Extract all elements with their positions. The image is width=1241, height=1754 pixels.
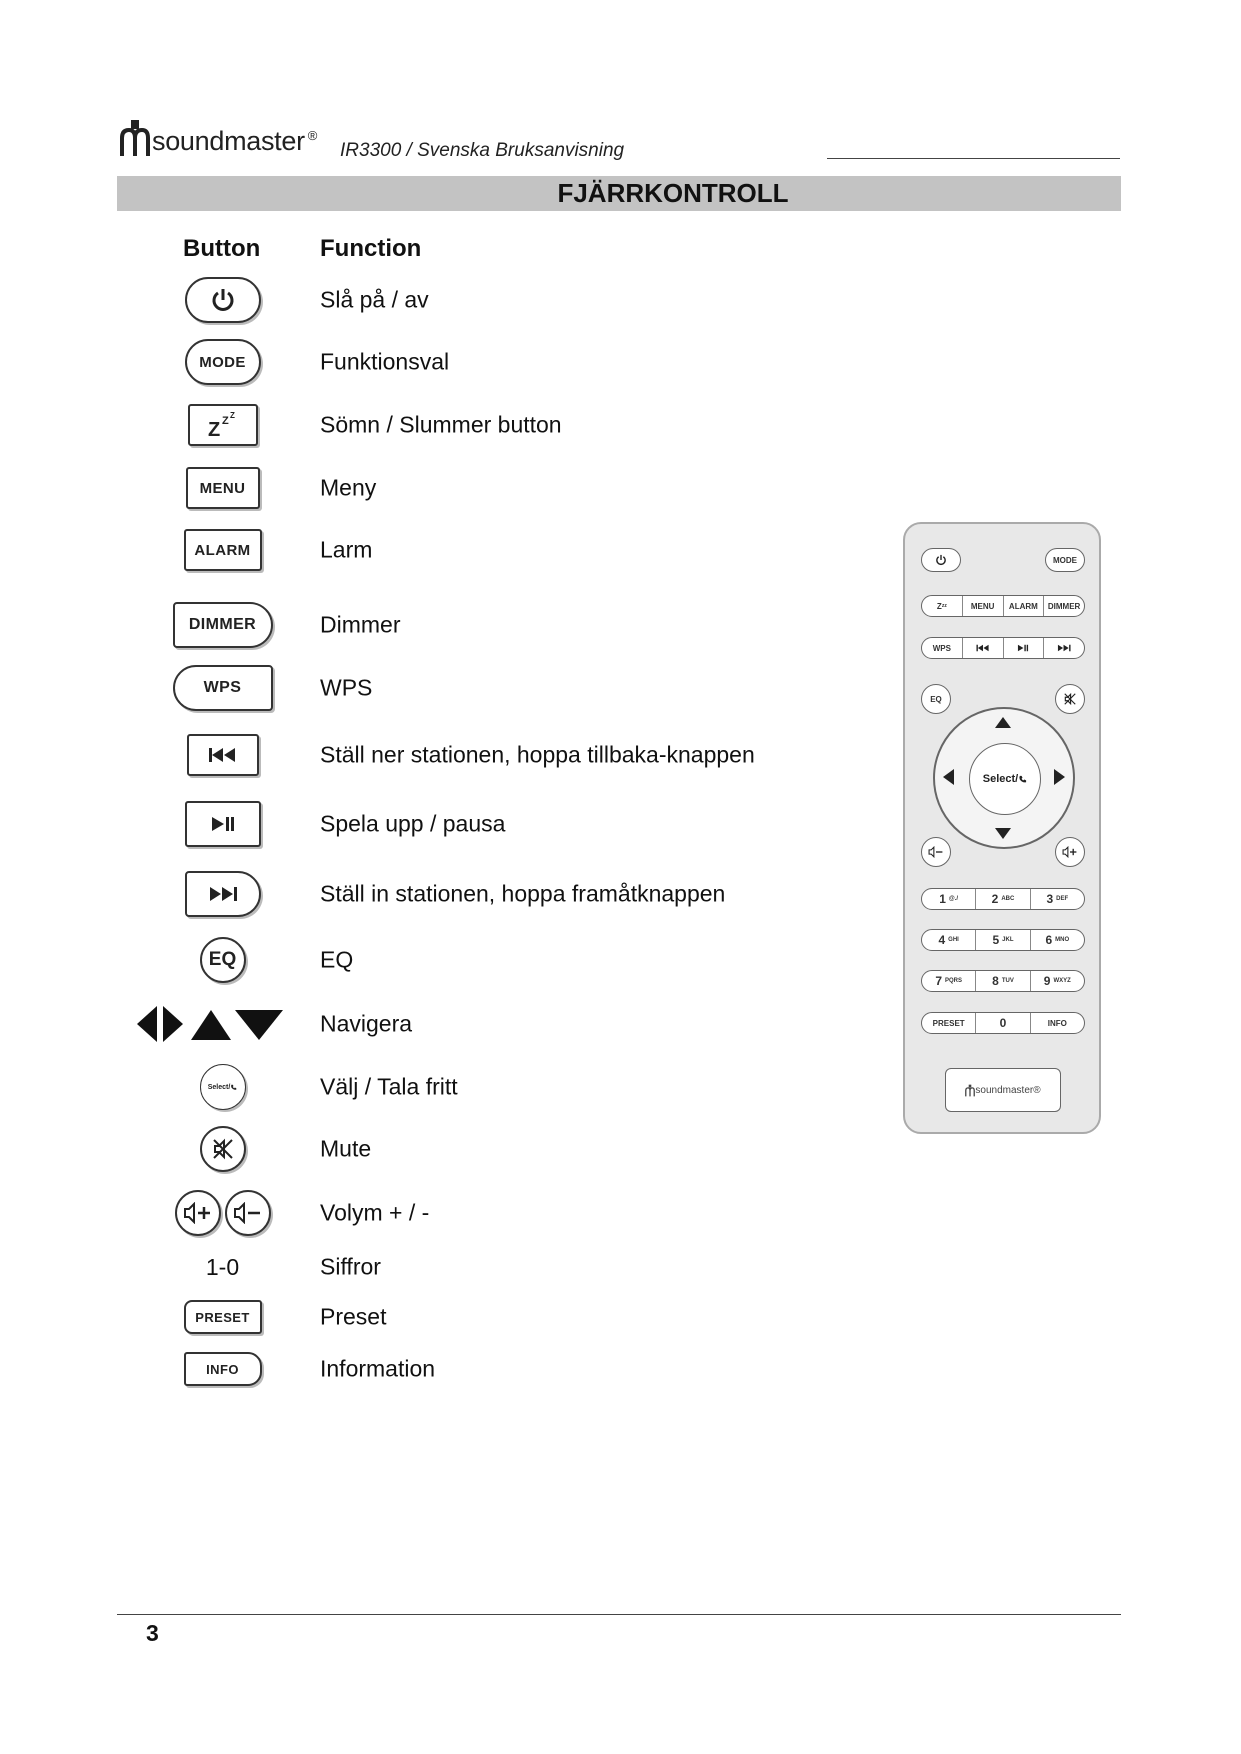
soundmaster-logo-icon	[965, 1084, 975, 1097]
remote-zero-key: 0	[975, 1013, 1029, 1033]
volume-up-icon	[183, 1202, 213, 1224]
power-button	[185, 277, 261, 323]
remote-navigation-ring	[933, 707, 1075, 849]
volume-down-button	[225, 1190, 271, 1236]
left-arrow-icon	[943, 769, 954, 785]
remote-logo-plate	[945, 1068, 1061, 1112]
remote-mute-key	[1055, 684, 1085, 714]
up-arrow-icon	[995, 717, 1011, 728]
key-cell	[150, 1185, 295, 1241]
remote-play-pause-key	[1003, 638, 1044, 658]
play-pause-button	[185, 801, 261, 847]
remote-key-row	[921, 595, 1085, 617]
play-pause-icon	[1017, 644, 1029, 652]
remote-previous-key	[962, 638, 1003, 658]
key-cell	[150, 1121, 295, 1177]
power-icon	[210, 287, 236, 313]
brand-name: soundmaster ®	[152, 126, 318, 156]
volume-up-icon	[1062, 846, 1078, 858]
key-cell	[150, 522, 295, 578]
table-row	[0, 1185, 1241, 1241]
document-title: IR3300 / Svenska Bruksanvisning	[340, 140, 625, 161]
remote-digit-row	[921, 888, 1085, 910]
next-button	[185, 871, 261, 917]
function-text: Navigera	[320, 1010, 413, 1037]
remote-digit-key: 6 MNO	[1030, 930, 1084, 950]
mute-icon	[1063, 692, 1077, 706]
function-text: Ställ in stationen, hoppa framåtknappen	[320, 880, 726, 907]
remote-alarm-key: ALARM	[1003, 596, 1044, 616]
page-header	[120, 118, 1120, 164]
key-cell	[132, 996, 302, 1052]
footer-rule	[117, 1614, 1121, 1615]
key-cell	[150, 727, 295, 783]
key-cell	[150, 334, 295, 390]
remote-wps-key: WPS	[932, 643, 951, 653]
menu-key: MENU	[186, 467, 260, 509]
table-row	[0, 272, 1241, 328]
remote-mode-key: MODE	[1045, 548, 1085, 572]
select-key	[200, 1064, 246, 1110]
previous-button	[187, 734, 259, 776]
remote-digit-key: 7 PQRS	[935, 974, 963, 988]
function-text: Mute	[320, 1135, 372, 1162]
down-arrow-icon	[995, 828, 1011, 839]
function-text: Information	[320, 1355, 436, 1382]
key-cell	[150, 272, 295, 328]
key-cell	[150, 932, 295, 988]
mode-key: MODE	[185, 339, 261, 385]
remote-dimmer-key: DIMMER	[1043, 596, 1084, 616]
volume-down-icon	[928, 846, 944, 858]
navigation-arrows-icon	[135, 1004, 300, 1044]
function-text: Välj / Tala fritt	[320, 1073, 458, 1100]
function-text: Larm	[320, 536, 373, 563]
mute-button	[200, 1126, 246, 1172]
remote-info-key: INFO	[1030, 1013, 1084, 1033]
previous-icon	[208, 747, 238, 763]
column-header-button: Button	[183, 235, 261, 262]
remote-digit-key: 9 WXYZ	[1030, 971, 1084, 991]
function-text: Funktionsval	[320, 348, 450, 375]
remote-key-row	[921, 637, 1085, 659]
function-text: Preset	[320, 1303, 387, 1330]
next-icon	[208, 886, 238, 902]
key-cell	[150, 597, 295, 653]
header-rule	[827, 158, 1120, 159]
table-row	[0, 397, 1241, 453]
phone-icon	[230, 1084, 237, 1091]
alarm-key: ALARM	[184, 529, 262, 571]
volume-down-icon	[233, 1202, 263, 1224]
key-cell	[150, 1239, 295, 1295]
brand-logo	[120, 118, 317, 158]
remote-digit-key: 3 DEF	[1030, 889, 1084, 909]
key-cell	[150, 1341, 295, 1397]
function-text: Volym + / -	[320, 1199, 430, 1226]
sleep-icon	[206, 410, 240, 440]
remote-logo-text: soundmaster®	[975, 1084, 1041, 1096]
section-title-bar	[117, 176, 1121, 211]
svg-text:Z: Z	[207, 419, 220, 440]
wps-key: WPS	[173, 665, 273, 711]
section-title: FJÄRRKONTROLL	[557, 178, 789, 208]
remote-next-key	[1043, 638, 1084, 658]
remote-control-illustration	[903, 522, 1101, 1134]
remote-digit-key: 8 TUV	[975, 971, 1029, 991]
key-cell	[150, 866, 295, 922]
column-header-function: Function	[320, 235, 422, 262]
remote-digit-key: 1 @./	[939, 892, 959, 906]
preset-key: PRESET	[184, 1300, 262, 1334]
function-text: Sömn / Slummer button	[320, 411, 562, 438]
digit-keys-label: 1-0	[205, 1253, 240, 1280]
remote-digit-row	[921, 929, 1085, 951]
dimmer-key: DIMMER	[173, 602, 273, 648]
sleep-button	[188, 404, 258, 446]
remote-power-key	[921, 548, 961, 572]
remote-preset-key: PRESET	[932, 1018, 965, 1028]
remote-eq-key: EQ	[921, 684, 951, 714]
function-text: EQ	[320, 946, 354, 973]
power-icon	[935, 554, 947, 566]
table-row	[0, 1239, 1241, 1295]
function-text: Ställ ner stationen, hoppa tillbaka-knappen	[320, 741, 755, 768]
svg-text:Z: Z	[221, 415, 229, 427]
remote-key-row	[921, 1012, 1085, 1034]
function-text: WPS	[320, 674, 373, 701]
mute-icon	[211, 1137, 235, 1161]
key-cell	[150, 1059, 295, 1115]
select-key-label: Select/	[207, 1083, 231, 1091]
eq-key: EQ	[200, 937, 246, 983]
play-pause-icon	[210, 816, 236, 832]
remote-sleep-key: Z zz	[936, 601, 947, 611]
page-number: 3	[146, 1620, 159, 1646]
remote-volume-up-key	[1055, 837, 1085, 867]
key-cell	[150, 1289, 295, 1345]
info-key: INFO	[184, 1352, 262, 1386]
next-icon	[1057, 644, 1071, 652]
table-row	[0, 460, 1241, 516]
remote-digit-row	[921, 970, 1085, 992]
key-cell	[150, 397, 295, 453]
remote-digit-key: 4 GHI	[938, 933, 959, 947]
right-arrow-icon	[1054, 769, 1065, 785]
function-text: Dimmer	[320, 611, 401, 638]
function-text: Meny	[320, 474, 377, 501]
table-row	[0, 1289, 1241, 1345]
function-text: Siffror	[320, 1253, 381, 1280]
remote-select-label: Select/	[982, 773, 1019, 785]
remote-volume-down-key	[921, 837, 951, 867]
table-row	[0, 334, 1241, 390]
phone-icon	[1018, 775, 1027, 784]
function-text: Spela upp / pausa	[320, 810, 506, 837]
remote-menu-key: MENU	[962, 596, 1003, 616]
volume-up-button	[175, 1190, 221, 1236]
svg-text:Z: Z	[229, 411, 235, 420]
key-cell	[150, 660, 295, 716]
key-cell	[150, 460, 295, 516]
previous-icon	[976, 644, 990, 652]
remote-digit-key: 5 JKL	[975, 930, 1029, 950]
soundmaster-logo-icon	[120, 118, 150, 158]
function-text: Slå på / av	[320, 286, 429, 313]
remote-select-key	[969, 743, 1041, 815]
remote-digit-key: 2 ABC	[975, 889, 1029, 909]
table-row	[0, 1341, 1241, 1397]
key-cell	[150, 796, 295, 852]
